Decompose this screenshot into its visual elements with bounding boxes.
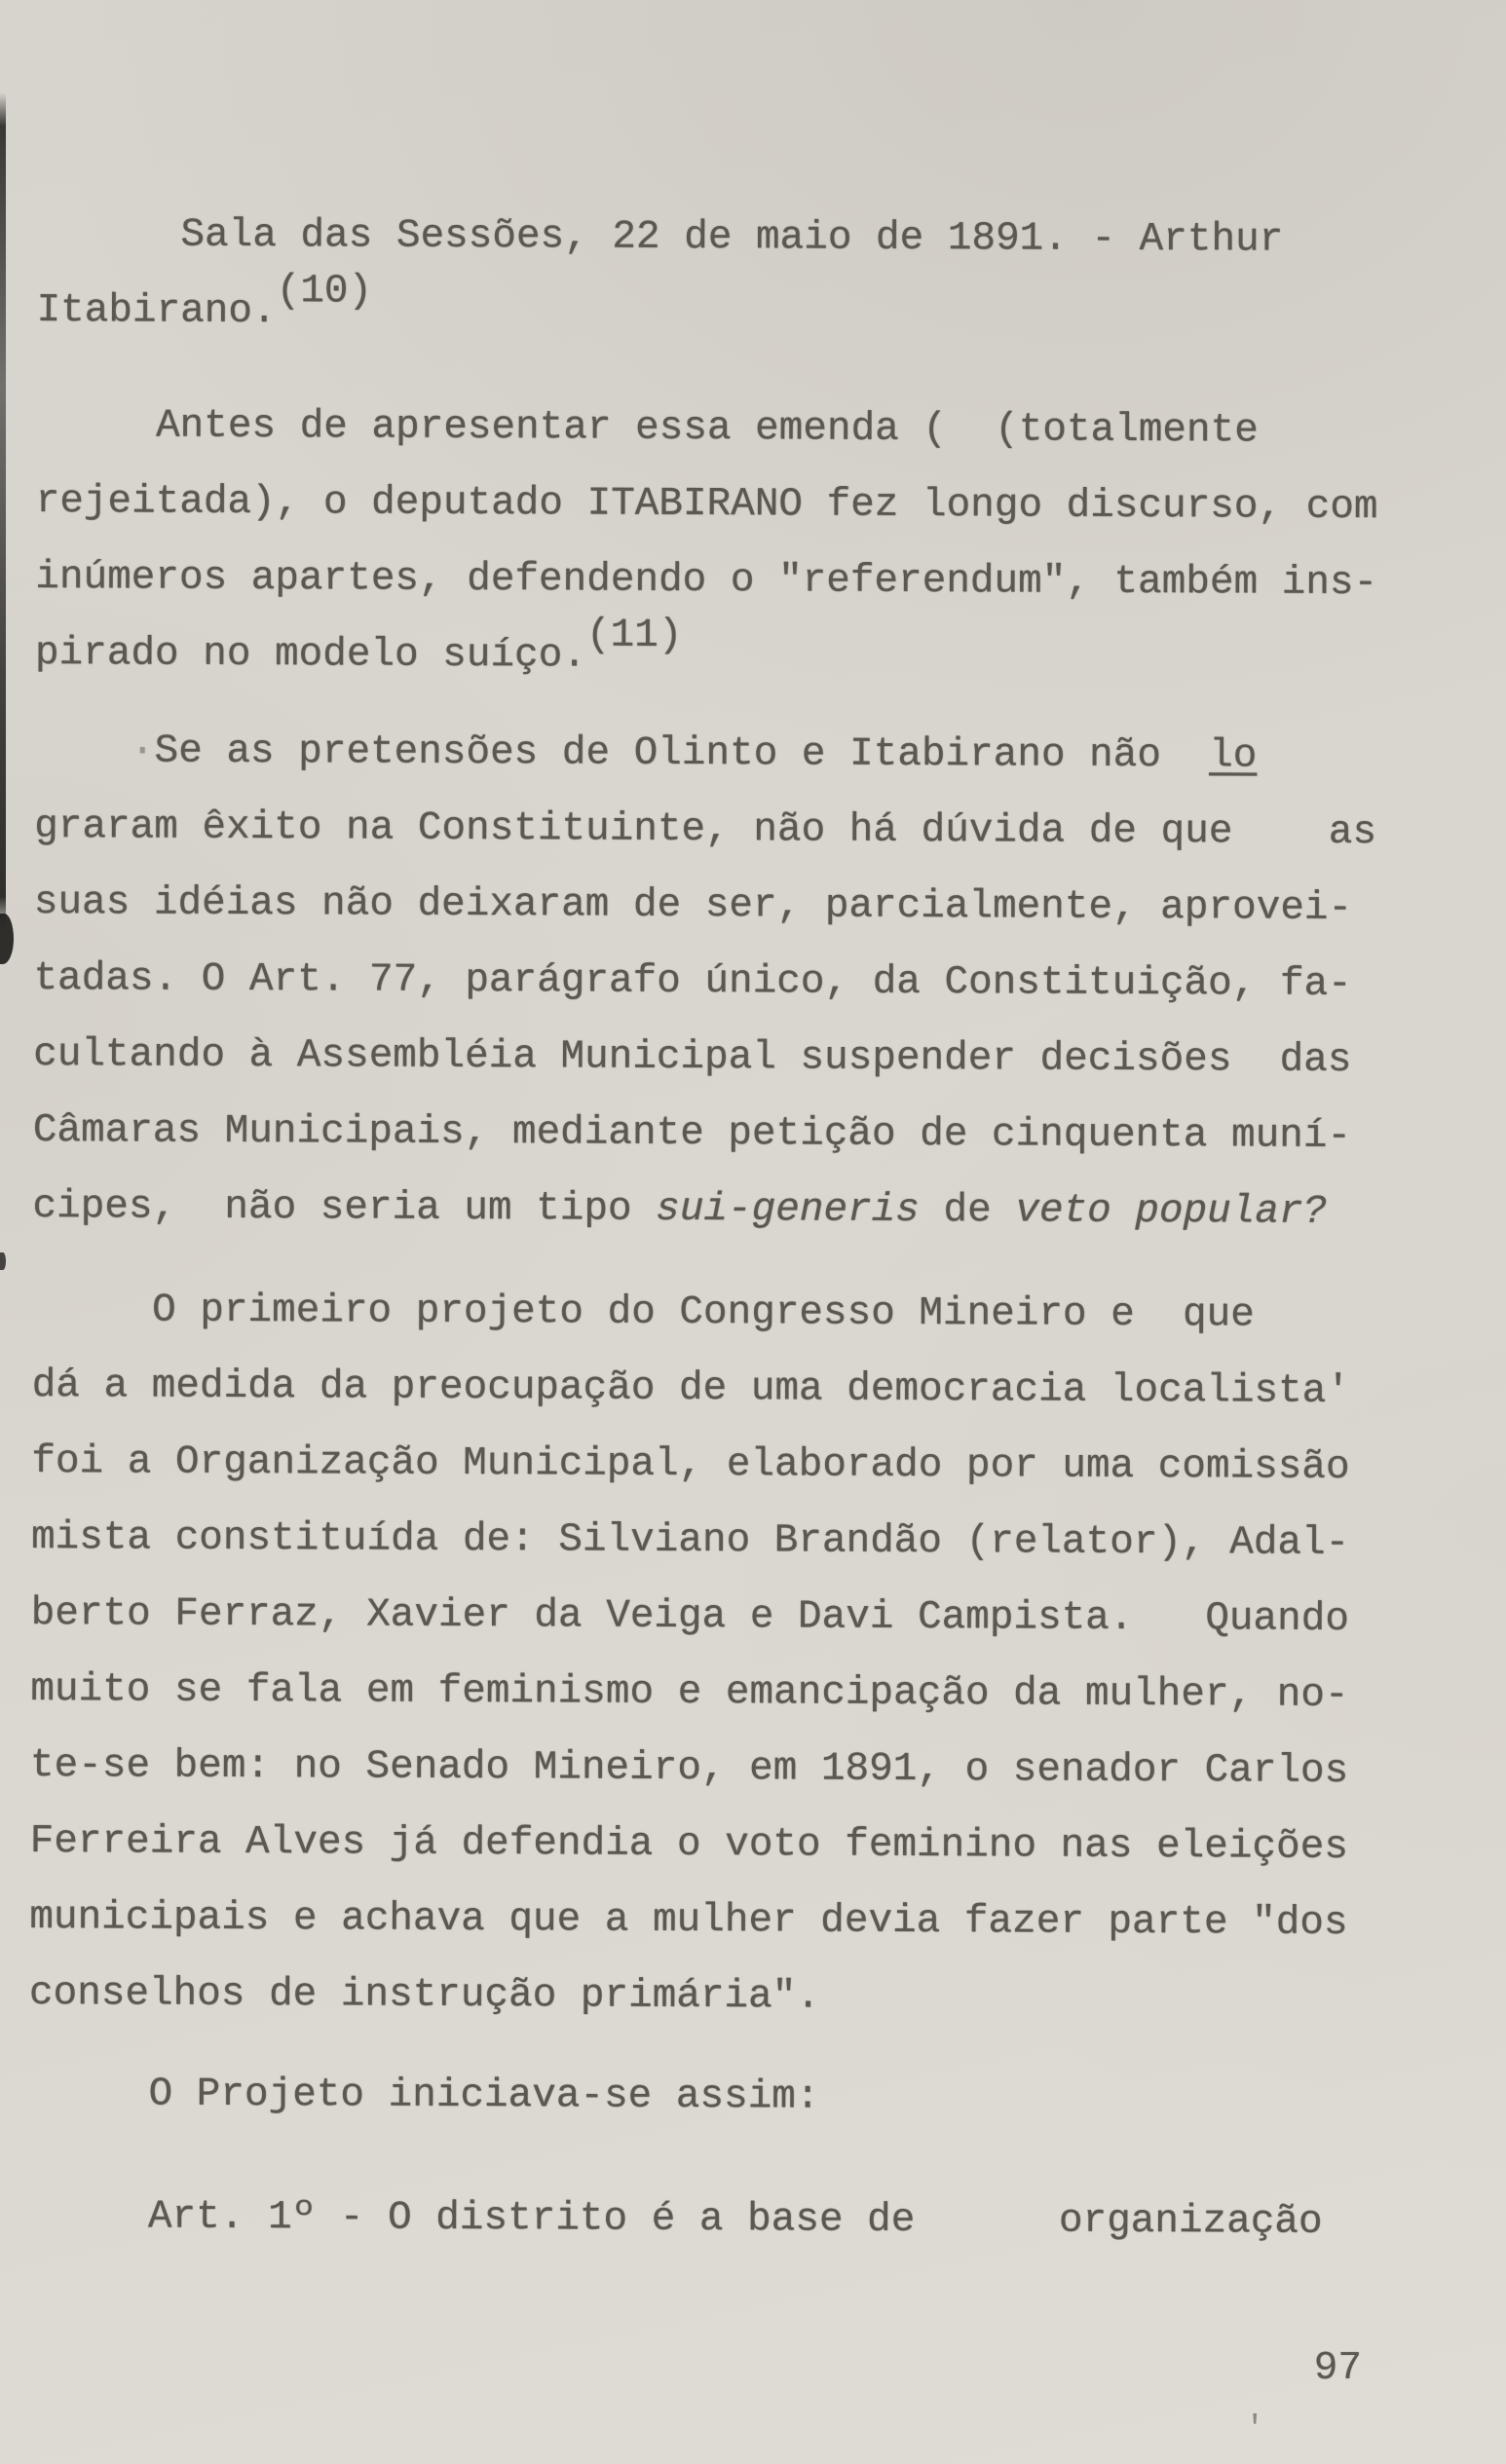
typed-segment: Sala das Sessões, 22 de maio de 1891. - Arthur [36,212,1284,263]
typed-segment: pirado no modelo suíço. [34,631,586,679]
typed-line [29,1880,1481,1962]
typed-segment: O Projeto iniciava-se assim: [28,2072,820,2120]
typed-segment: Art. 1º - O distrito é a base de organização [27,2194,1323,2245]
typed-segment: mista constituída de: Silviano Brandão (relator), Adal- [30,1515,1350,1566]
typed-segment-sup: (11) [585,613,683,658]
typed-line [30,1728,1482,1811]
typed-segment-ul: lo [1209,733,1258,779]
paragraph [29,1272,1484,2037]
typed-line [31,1500,1483,1583]
typed-line [30,1576,1482,1659]
typed-line [34,713,1486,796]
typed-segment: foi a Organização Municipal, elaborado por uma comissão [31,1439,1350,1490]
typed-segment: berto Ferraz, Xavier da Veiga e Davi Campista. Quando [30,1591,1349,1642]
typed-segment: suas idéias não deixaram de ser, parcialmente, aprovei- [33,880,1353,931]
typed-segment: Câmaras Municipais, mediante petição de cinquenta muní- [32,1108,1352,1159]
typed-segment: Ferreira Alves já defendia o voto feminino nas eleições [29,1819,1348,1870]
typed-segment: O primeiro projeto do Congresso Mineiro e que [31,1288,1255,1338]
typed-line [31,1424,1483,1507]
typed-line [28,2056,1480,2139]
paragraph [32,713,1486,1251]
typed-line [33,1017,1485,1100]
typed-segment: te-se bem: no Senado Mineiro, em 1891, o senador Carlos [29,1743,1349,1794]
typed-line [34,865,1486,948]
typed-line [29,1956,1481,2038]
paragraph [28,2056,1480,2139]
typed-segment-sup: (10) [276,268,373,315]
typed-line [36,268,1487,355]
typed-segment: rejeitada), o deputado ITABIRANO fez longo discurso, com [35,479,1378,531]
paragraph [28,2179,1480,2261]
typed-segment: graram êxito na Constituinte, não há dúvida de que as [34,804,1377,856]
typed-segment: Se as pretensões de Olinto e Itabirano não [154,728,1210,779]
typed-segment: Antes de apresentar essa emenda ( (totalmente [35,403,1259,454]
typed-segment-it: veto popular? [1015,1188,1328,1235]
typed-segment: de [919,1188,1016,1234]
paragraph [35,388,1487,697]
typed-segment: Itabirano. [36,288,277,335]
scan-gutter-shadow [0,93,6,930]
scan-gutter-blob [0,914,14,964]
typed-line [29,1804,1481,1886]
typed-line [32,1348,1484,1431]
typed-line [30,1652,1482,1735]
typed-line [28,2179,1480,2261]
typed-line [33,1093,1485,1176]
typed-segment: cipes, não seria um tipo [32,1184,657,1232]
typed-segment-it: sui-generis [656,1186,920,1234]
typed-segment: tadas. O Art. 77, parágrafo único, da Constituição, fa- [33,956,1352,1007]
typed-segment: inúmeros apartes, defendendo o "referendum", também ins- [35,555,1378,607]
typed-line [32,1169,1484,1251]
typed-segment: municipais e achava que a mulher devia fazer parte "dos [29,1895,1348,1946]
typed-line [36,388,1487,470]
page-number: 97 [1313,2346,1362,2391]
typed-line [34,789,1486,872]
stray-ink-mark: ' [1245,2411,1265,2448]
typescript-body [28,197,1488,2260]
paragraph [36,197,1488,355]
typed-segment: muito se fala em feminismo e emancipação da mulher, no- [30,1667,1349,1718]
typed-segment: dá a medida da preocupação de uma democracia localista' [31,1363,1350,1414]
typed-line [37,197,1488,280]
scan-gutter-speck [0,1252,6,1270]
typed-line [35,464,1487,546]
typed-line [33,941,1485,1024]
typed-segment: conselhos de instrução primária". [28,1971,820,2020]
typed-line [32,1272,1484,1355]
typed-line [35,540,1487,622]
typed-segment: cultando à Assembléia Municipal suspender decisões das [33,1032,1352,1083]
typed-segment [34,728,131,773]
typed-line [34,613,1487,698]
typed-segment-dim: · [130,728,155,774]
